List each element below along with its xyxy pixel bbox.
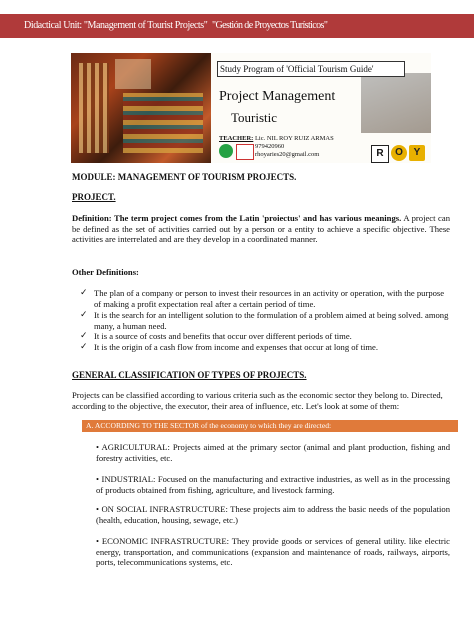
project-heading: PROJECT. <box>72 192 116 202</box>
module-heading: MODULE: MANAGEMENT OF TOURISM PROJECTS. <box>72 172 297 182</box>
checkmark-icon: ✓ <box>80 342 88 352</box>
teacher-name: Lic. NIL ROY RUIZ ARMAS <box>253 135 334 142</box>
teacher-line <box>219 135 334 142</box>
checkmark-icon: ✓ <box>80 310 88 320</box>
phone-number: 979420960 <box>255 143 285 150</box>
title-panel <box>211 53 431 163</box>
touristic-subtitle: Touristic <box>231 110 278 125</box>
project-management-title: Project Management <box>219 89 336 104</box>
gmail-icon <box>236 144 254 160</box>
definition-item: ✓ It is the search for an intelligent solution to the formulation of a problem aimed at being solved. among many, a human need. <box>80 310 449 331</box>
sector-item: • ON SOCIAL INFRASTRUCTURE: These projects aim to address the basic needs of the population (health, education, housing, sewage, etc.) <box>96 504 450 525</box>
logo-r: R <box>371 145 389 163</box>
whatsapp-icon <box>219 144 233 158</box>
sector-banner: A. ACCORDING TO THE SECTOR of the economy to which they are directed: <box>82 420 458 432</box>
contact-info <box>255 143 319 159</box>
market-photo <box>71 53 211 163</box>
definition-paragraph <box>72 213 450 245</box>
email-address: rhoyaries20@gmail.com <box>255 151 320 158</box>
checkmark-icon: ✓ <box>80 331 88 341</box>
cover-banner <box>71 53 431 163</box>
logo-y: Y <box>409 145 425 161</box>
definition-item: ✓ It is the origin of a cash flow from income and expenses that occur at long of time. <box>80 342 378 352</box>
definition-item: ✓ The plan of a company or person to invest their resources in an activity or operation, with the purpose of making a profit expectation real after a certain period of time. <box>80 288 445 309</box>
definition-lead: Definition: The term project comes from the Latin 'proiectus' and has various meanings. <box>72 213 402 223</box>
background-photo <box>361 73 431 133</box>
other-definitions-heading: Other Definitions: <box>72 267 139 277</box>
header-subtitle: "Gestión de Proyectos Turísticos" <box>212 20 328 31</box>
definition-text: A project can be defined as the set of activities carried out by a person or a entity to achieve a specific objective. These activities are interrelated and are they develop in a coordinated manner. <box>72 213 450 245</box>
classification-heading: GENERAL CLASSIFICATION OF TYPES OF PROJECTS. <box>72 370 307 380</box>
study-program-label: Study Program of 'Official Tourism Guide' <box>217 61 405 77</box>
teacher-label: TEACHER: <box>219 135 254 142</box>
sector-item: • ECONOMIC INFRASTRUCTURE: They provide goods or services of general utility. like electric energy, transportation, and communications (expansion and maintenance of roads, railways, airports, ports, telecommunications systems, etc. <box>96 536 450 568</box>
sector-item: • INDUSTRIAL: Focused on the manufacturing and extractive industries, as well as in the processing of products obtained from fishing, agriculture, and livestock farming. <box>96 474 450 495</box>
checkmark-icon: ✓ <box>80 288 88 298</box>
sector-item: • AGRICULTURAL: Projects aimed at the primary sector (animal and plant production, fishing and forestry activities, etc. <box>96 442 450 463</box>
logo-o: O <box>391 145 407 161</box>
classification-paragraph: Projects can be classified according to various criteria such as the economic sector they belong to. Directed, according to the objective, the executor, their area of influence, etc. Let's look at some of them: <box>72 390 443 411</box>
document-header-bar <box>0 14 474 38</box>
didactic-unit-label: Didactical Unit: "Management of Tourist Projects" <box>24 20 208 31</box>
definition-item: ✓ It is a source of costs and benefits that occur over different periods of time. <box>80 331 352 341</box>
